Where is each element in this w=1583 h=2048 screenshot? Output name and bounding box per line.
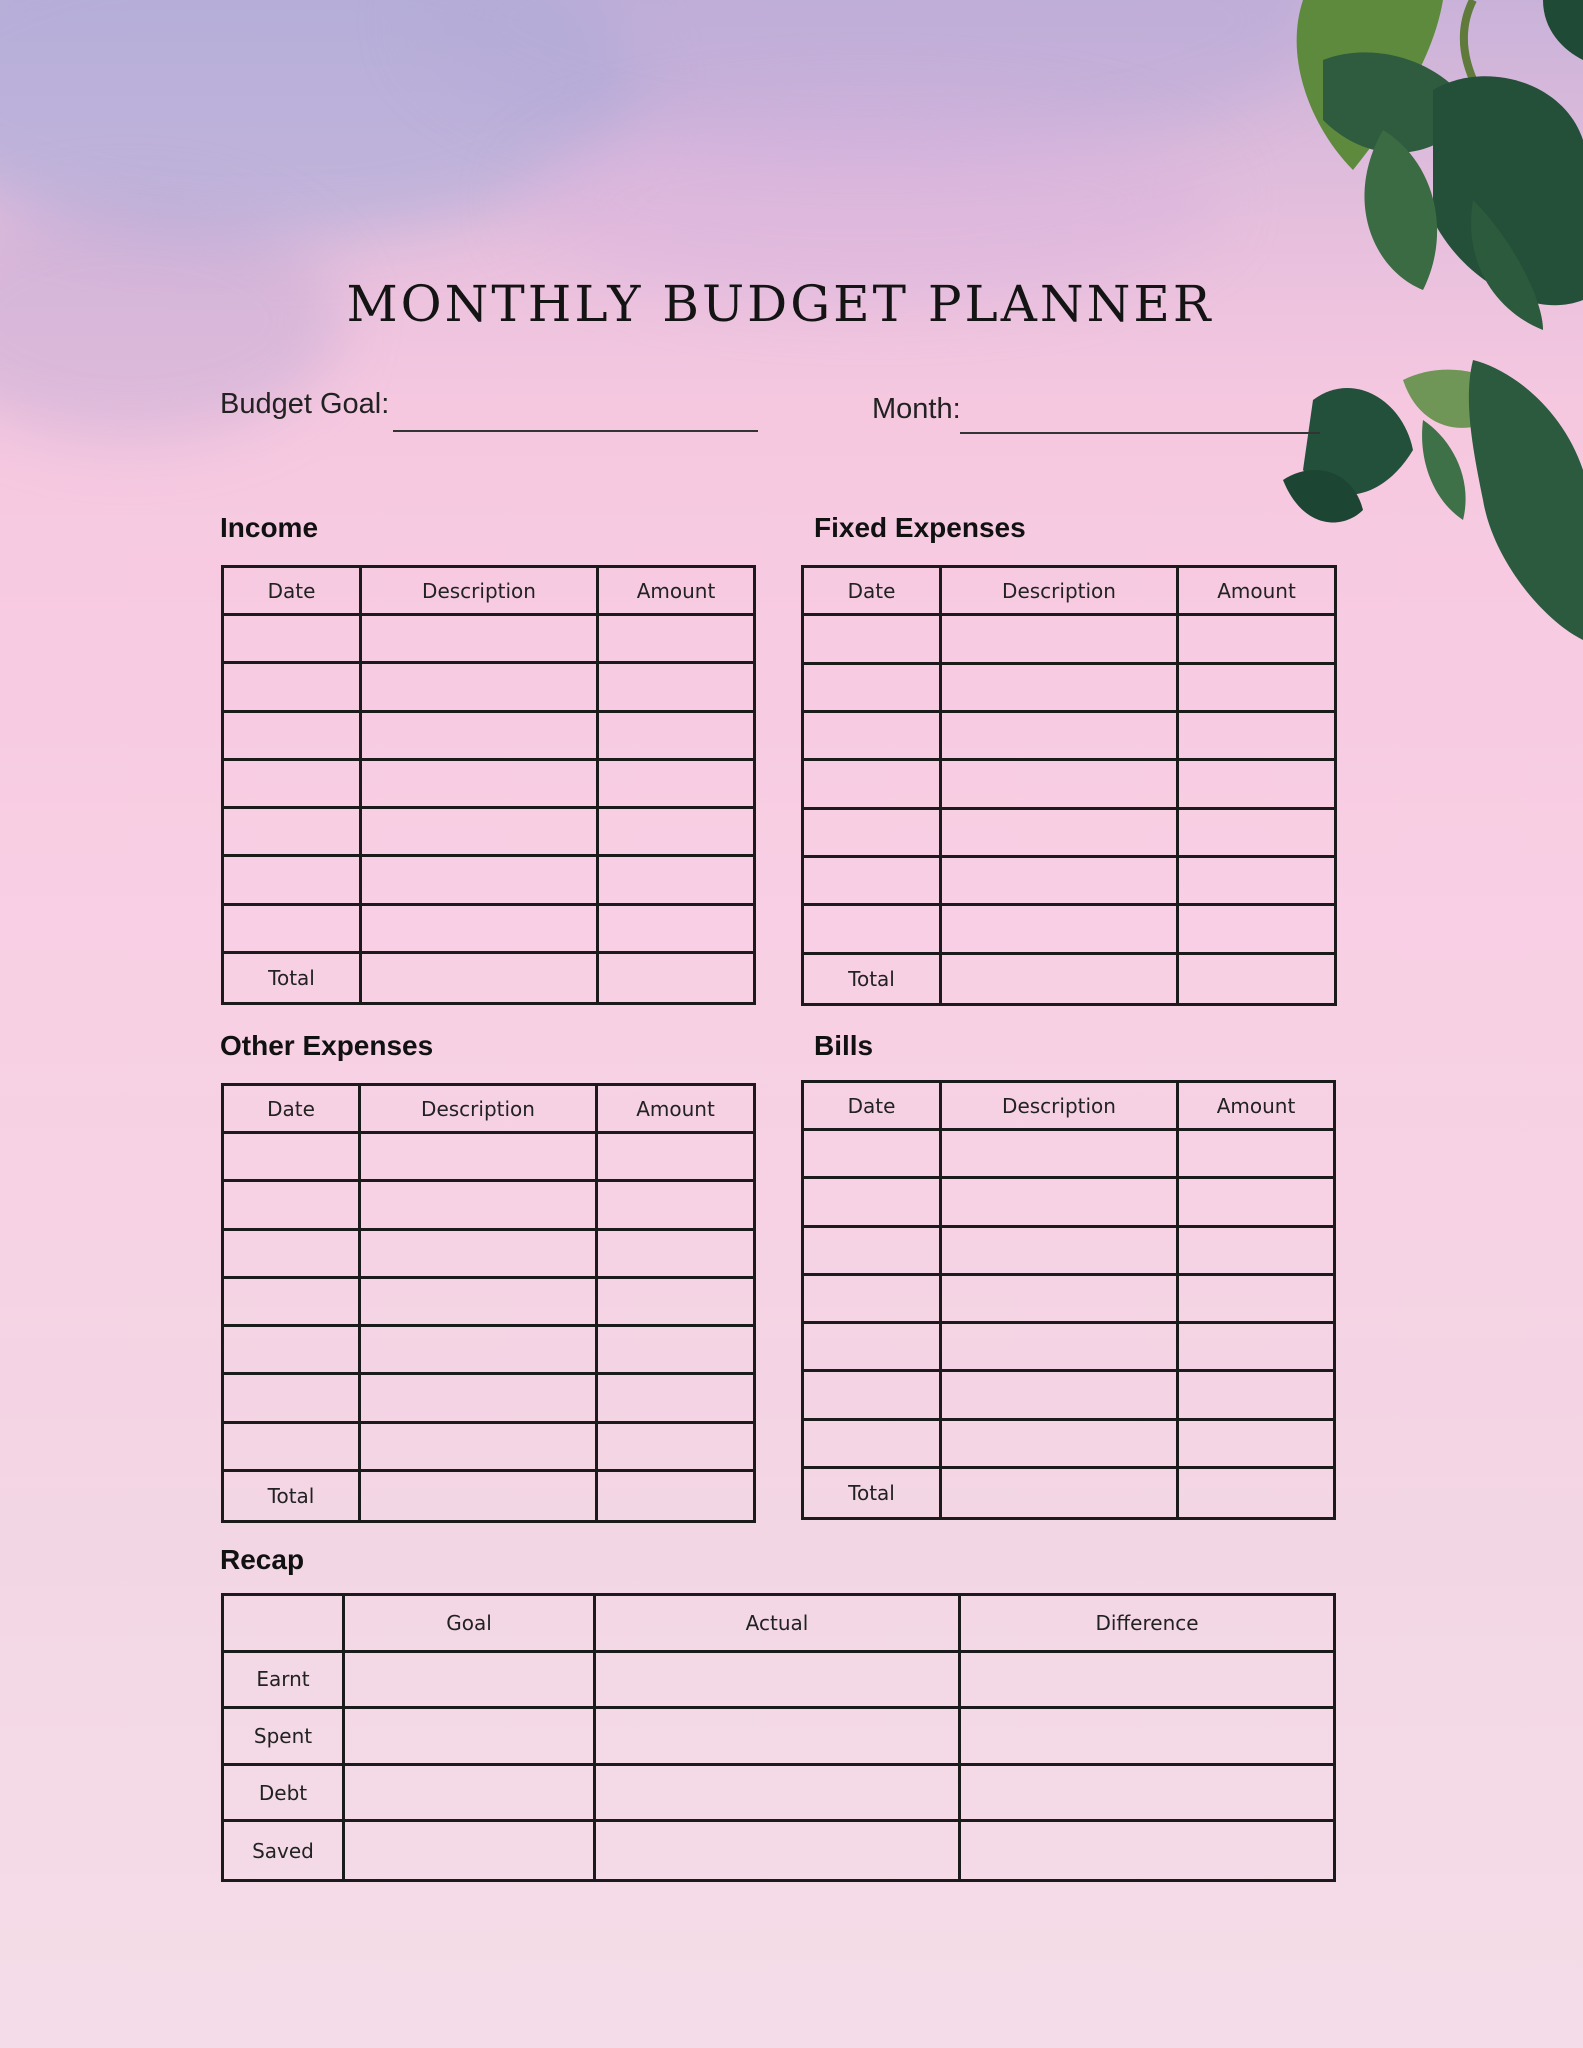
- table-cell[interactable]: [224, 857, 362, 905]
- table-cell[interactable]: [224, 1231, 361, 1279]
- table-cell[interactable]: [224, 1279, 361, 1327]
- table-cell[interactable]: [1179, 1131, 1333, 1179]
- column-header: Difference: [961, 1596, 1333, 1653]
- table-cell[interactable]: [804, 1324, 942, 1372]
- table-cell[interactable]: [961, 1822, 1333, 1879]
- recap-corner-cell: [224, 1596, 345, 1653]
- table-cell[interactable]: [224, 761, 362, 809]
- table-cell[interactable]: [598, 1327, 753, 1375]
- total-amount-cell[interactable]: [1179, 1469, 1333, 1517]
- table-cell[interactable]: [942, 955, 1179, 1003]
- row-header: Spent: [224, 1709, 345, 1766]
- table-cell[interactable]: [361, 1134, 598, 1182]
- column-header: Goal: [345, 1596, 596, 1653]
- table-cell[interactable]: [362, 664, 599, 712]
- table-cell[interactable]: [596, 1709, 961, 1766]
- table-cell[interactable]: [1179, 810, 1334, 858]
- table-cell[interactable]: [1179, 1421, 1333, 1469]
- table-cell[interactable]: [598, 1375, 753, 1423]
- table-cell[interactable]: [224, 1327, 361, 1375]
- table-cell[interactable]: [804, 1372, 942, 1420]
- table-cell[interactable]: [599, 664, 753, 712]
- table-cell[interactable]: [1179, 906, 1334, 954]
- bills-title: Bills: [814, 1030, 874, 1061]
- table-cell[interactable]: [804, 1179, 942, 1227]
- table-cell[interactable]: [1179, 1276, 1333, 1324]
- fixed-expenses-table: [801, 565, 1337, 1006]
- table-cell[interactable]: [804, 858, 942, 906]
- table-cell[interactable]: [596, 1822, 961, 1879]
- fixed-expenses-title: Fixed Expenses: [814, 512, 1026, 543]
- table-cell[interactable]: [1179, 1324, 1333, 1372]
- column-header: Date: [804, 568, 942, 616]
- table-cell[interactable]: [1179, 1228, 1333, 1276]
- month-label: Month:: [872, 393, 961, 425]
- table-cell[interactable]: [1179, 616, 1334, 664]
- table-cell[interactable]: [598, 1424, 753, 1472]
- table-cell[interactable]: [224, 713, 362, 761]
- table-cell[interactable]: [804, 761, 942, 809]
- table-cell[interactable]: [224, 1182, 361, 1230]
- column-header: Description: [362, 568, 599, 616]
- table-cell[interactable]: [804, 906, 942, 954]
- table-cell[interactable]: [598, 1231, 753, 1279]
- column-header: Amount: [598, 1086, 753, 1134]
- table-cell[interactable]: [361, 1424, 598, 1472]
- table-cell[interactable]: [362, 906, 599, 954]
- table-cell[interactable]: [942, 1228, 1179, 1276]
- column-header: Description: [942, 568, 1179, 616]
- column-header: Date: [804, 1083, 942, 1131]
- table-cell[interactable]: [942, 1131, 1179, 1179]
- table-cell[interactable]: [804, 1276, 942, 1324]
- column-header: Date: [224, 1086, 361, 1134]
- table-cell[interactable]: [942, 616, 1179, 664]
- column-header: Amount: [1179, 568, 1334, 616]
- table-cell[interactable]: [1179, 1179, 1333, 1227]
- column-header: Description: [361, 1086, 598, 1134]
- table-cell[interactable]: [224, 906, 362, 954]
- table-cell[interactable]: [362, 857, 599, 905]
- row-header: Debt: [224, 1766, 345, 1823]
- row-header: Earnt: [224, 1653, 345, 1710]
- table-cell[interactable]: [362, 761, 599, 809]
- table-cell[interactable]: [599, 713, 753, 761]
- table-cell[interactable]: [942, 1324, 1179, 1372]
- table-cell[interactable]: [224, 664, 362, 712]
- table-cell[interactable]: [804, 1421, 942, 1469]
- budget-goal-label: Budget Goal:: [220, 388, 390, 420]
- total-amount-cell[interactable]: [1179, 955, 1334, 1003]
- table-cell[interactable]: [942, 1421, 1179, 1469]
- table-cell[interactable]: [804, 713, 942, 761]
- other-expenses-table: [221, 1083, 756, 1523]
- table-cell[interactable]: [598, 1134, 753, 1182]
- table-cell[interactable]: [942, 761, 1179, 809]
- cloud-decoration: [520, 100, 1220, 300]
- recap-table: [221, 1593, 1336, 1882]
- total-label: Total: [224, 954, 362, 1002]
- table-cell[interactable]: [224, 1375, 361, 1423]
- table-cell[interactable]: [361, 1327, 598, 1375]
- table-cell[interactable]: [361, 1472, 598, 1520]
- income-title: Income: [220, 512, 319, 543]
- table-cell[interactable]: [942, 1276, 1179, 1324]
- table-cell[interactable]: [804, 665, 942, 713]
- table-cell[interactable]: [942, 1469, 1179, 1517]
- total-amount-cell[interactable]: [598, 1472, 753, 1520]
- table-cell[interactable]: [804, 810, 942, 858]
- budget-goal-line[interactable]: [393, 430, 758, 432]
- table-cell[interactable]: [361, 1279, 598, 1327]
- table-cell[interactable]: [599, 906, 753, 954]
- income-table: [221, 565, 756, 1005]
- table-cell[interactable]: [598, 1279, 753, 1327]
- table-cell[interactable]: [224, 809, 362, 857]
- table-cell[interactable]: [1179, 1372, 1333, 1420]
- table-cell[interactable]: [224, 1424, 361, 1472]
- table-cell[interactable]: [345, 1653, 596, 1710]
- row-header: Saved: [224, 1822, 345, 1879]
- table-cell[interactable]: [361, 1231, 598, 1279]
- column-header: Amount: [599, 568, 753, 616]
- table-cell[interactable]: [345, 1822, 596, 1879]
- column-header: Date: [224, 568, 362, 616]
- bills-table: [801, 1080, 1336, 1520]
- column-header: Actual: [596, 1596, 961, 1653]
- total-label: Total: [804, 1469, 942, 1517]
- table-cell[interactable]: [345, 1766, 596, 1823]
- table-cell[interactable]: [1179, 665, 1334, 713]
- recap-title: Recap: [220, 1544, 305, 1575]
- table-cell[interactable]: [804, 616, 942, 664]
- table-cell[interactable]: [804, 1228, 942, 1276]
- table-cell[interactable]: [361, 1375, 598, 1423]
- table-cell[interactable]: [961, 1766, 1333, 1823]
- table-cell[interactable]: [1179, 713, 1334, 761]
- table-cell[interactable]: [942, 1372, 1179, 1420]
- column-header: Description: [942, 1083, 1179, 1131]
- table-cell[interactable]: [361, 1182, 598, 1230]
- table-cell[interactable]: [942, 810, 1179, 858]
- total-label: Total: [804, 955, 942, 1003]
- column-header: Amount: [1179, 1083, 1333, 1131]
- table-cell[interactable]: [942, 858, 1179, 906]
- table-cell[interactable]: [942, 713, 1179, 761]
- page-title: MONTHLY BUDGET PLANNER: [346, 275, 1214, 333]
- table-cell[interactable]: [599, 761, 753, 809]
- table-cell[interactable]: [362, 809, 599, 857]
- table-cell[interactable]: [362, 713, 599, 761]
- table-cell[interactable]: [596, 1766, 961, 1823]
- month-line[interactable]: [960, 432, 1320, 434]
- table-cell[interactable]: [942, 906, 1179, 954]
- table-cell[interactable]: [599, 809, 753, 857]
- table-cell[interactable]: [362, 954, 599, 1002]
- total-amount-cell[interactable]: [599, 954, 753, 1002]
- table-cell[interactable]: [961, 1709, 1333, 1766]
- table-cell[interactable]: [362, 616, 599, 664]
- other-expenses-title: Other Expenses: [220, 1030, 434, 1061]
- table-cell[interactable]: [598, 1182, 753, 1230]
- table-cell[interactable]: [224, 1134, 361, 1182]
- table-cell[interactable]: [596, 1653, 961, 1710]
- table-cell[interactable]: [961, 1653, 1333, 1710]
- table-cell[interactable]: [599, 857, 753, 905]
- table-cell[interactable]: [942, 1179, 1179, 1227]
- table-cell[interactable]: [345, 1709, 596, 1766]
- table-cell[interactable]: [599, 616, 753, 664]
- table-cell[interactable]: [942, 665, 1179, 713]
- total-label: Total: [224, 1472, 361, 1520]
- table-cell[interactable]: [1179, 761, 1334, 809]
- table-cell[interactable]: [804, 1131, 942, 1179]
- table-cell[interactable]: [224, 616, 362, 664]
- table-cell[interactable]: [1179, 858, 1334, 906]
